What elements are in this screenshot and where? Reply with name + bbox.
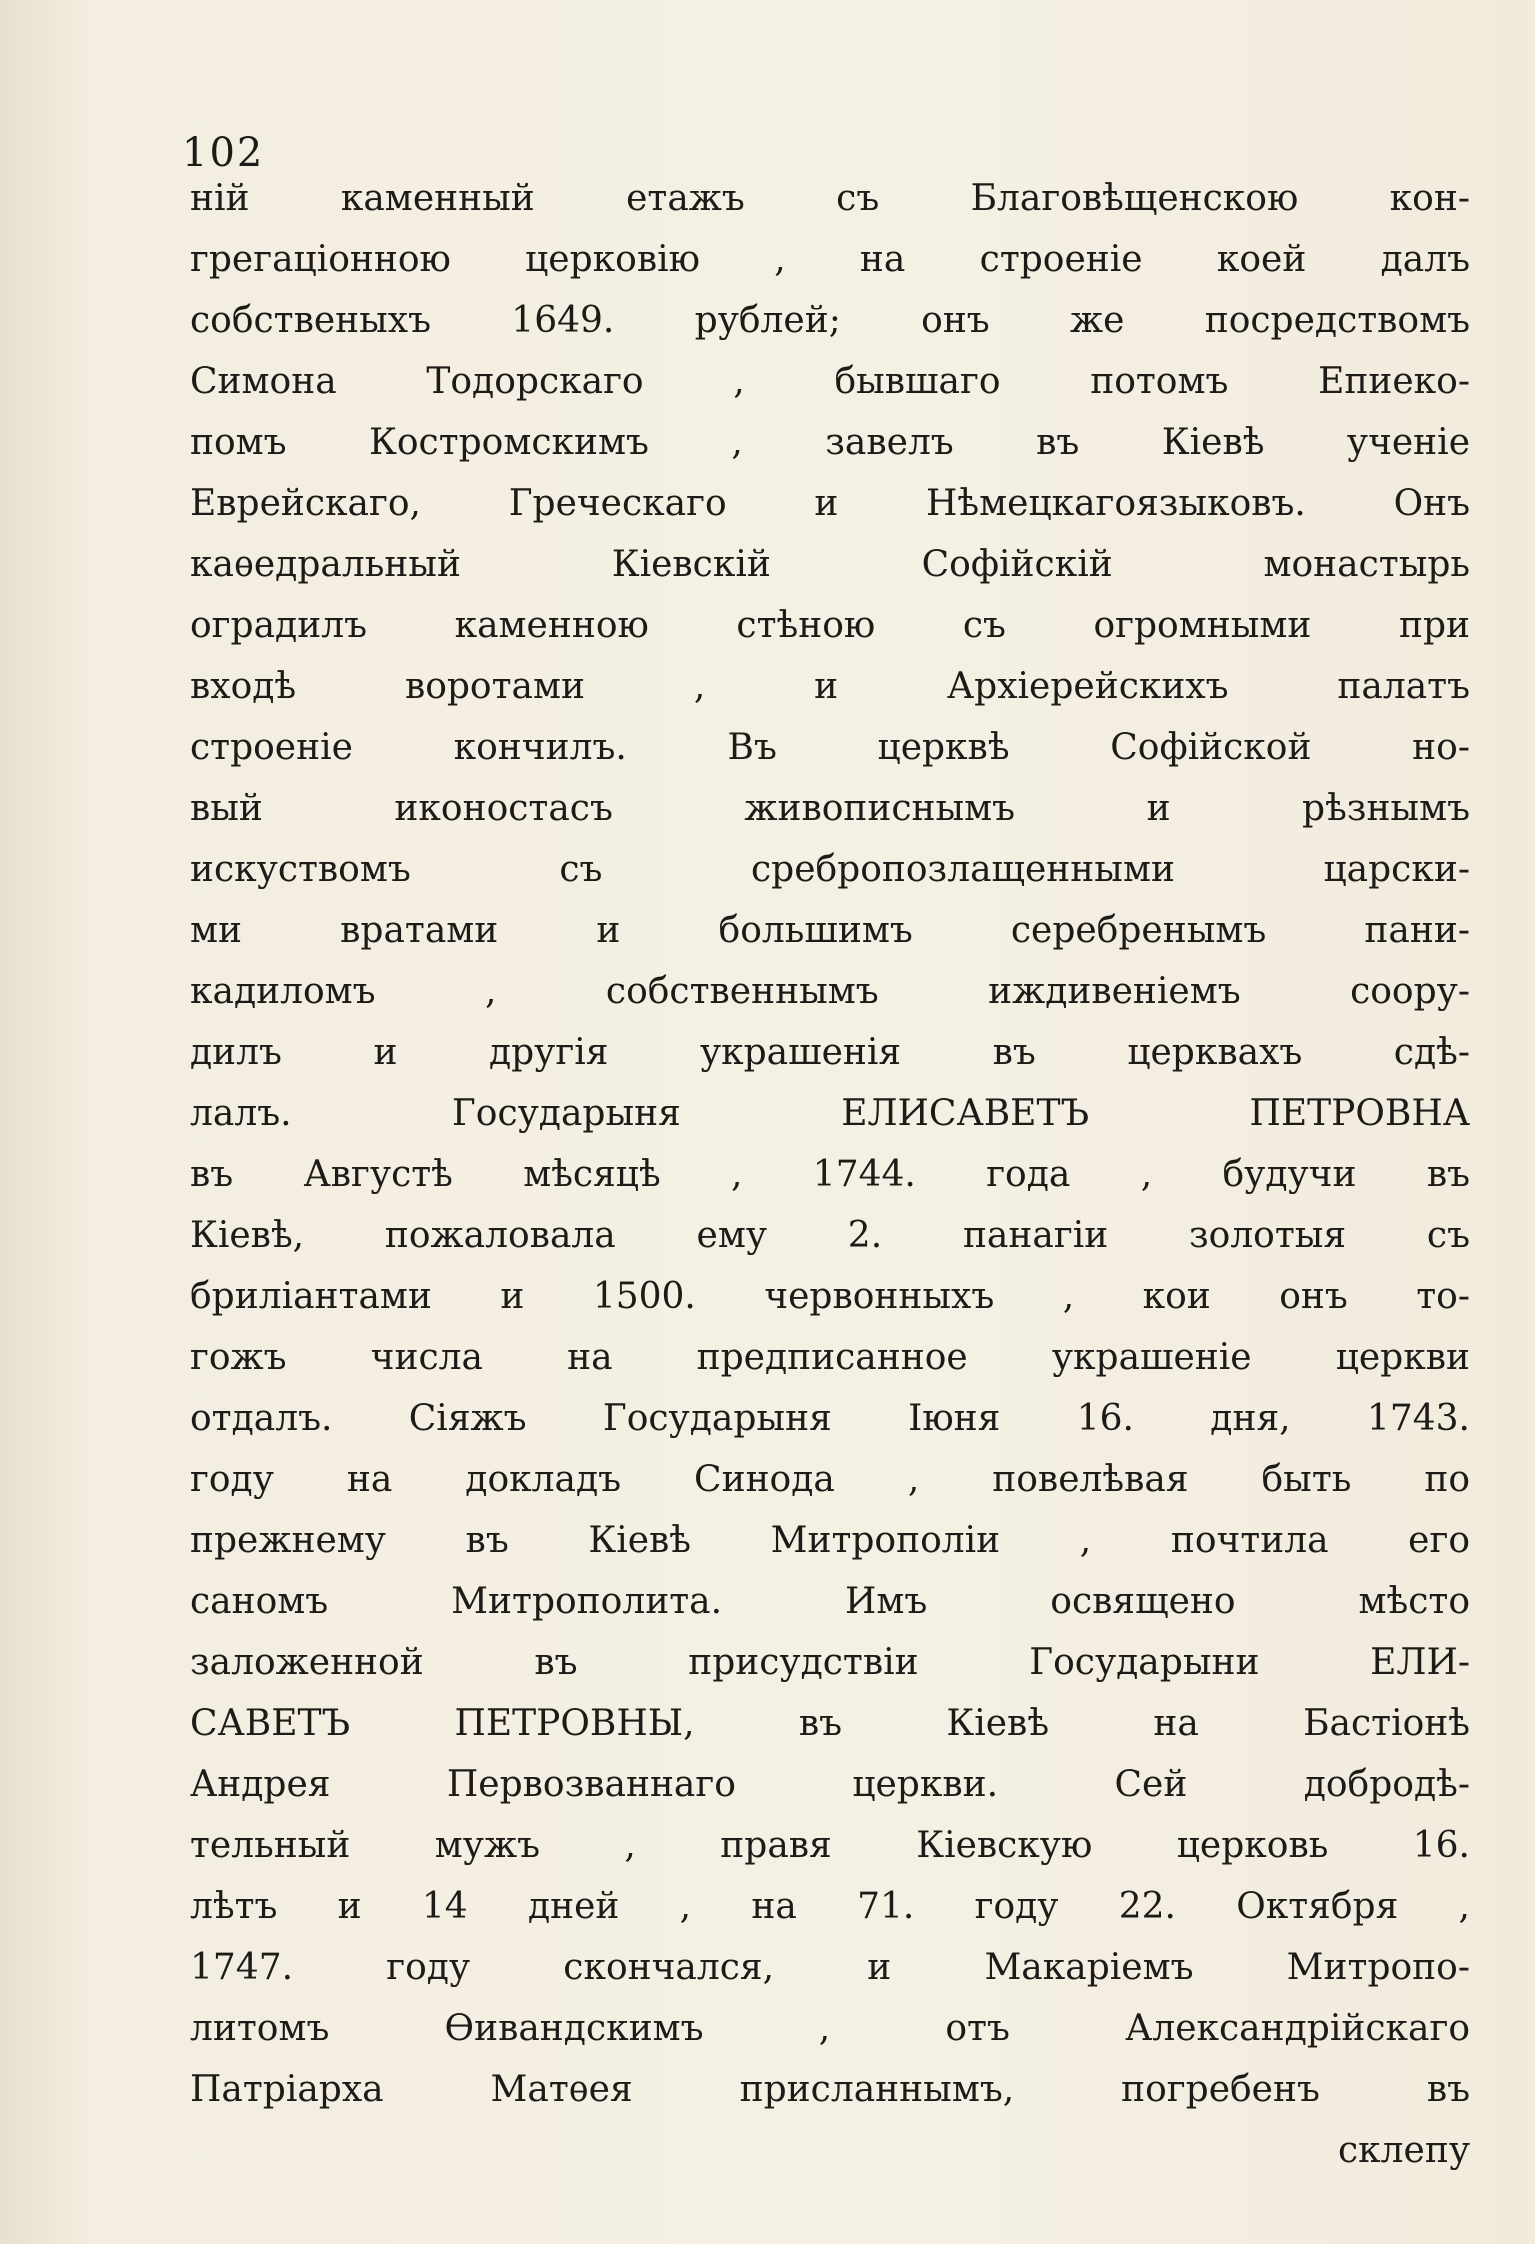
text-line: ми вратами и большимъ серебренымъ пани- (190, 910, 1470, 951)
text-line: 1747. году скончался, и Макаріемъ Митропо- (190, 1947, 1470, 1988)
text-line: дилъ и другія украшенія въ церквахъ сдѣ- (190, 1032, 1470, 1073)
text-line: склепу (1337, 2130, 1470, 2171)
text-line: году на докладъ Синода , повелѣвая быть по (190, 1459, 1470, 1500)
text-line: въ Августѣ мѣсяцѣ , 1744. года , будучи въ (190, 1154, 1470, 1195)
text-line: строеніе кончилъ. Въ церквѣ Софійской но- (190, 727, 1470, 768)
text-line: вый иконостасъ живописнымъ и рѣзнымъ (190, 788, 1470, 829)
text-line: литомъ Ѳивандскимъ , отъ Александрійскаго (190, 2008, 1470, 2049)
text-line: ній каменный етажъ съ Благовѣщенскою кон- (190, 178, 1470, 219)
text-line: оградилъ каменною стѣною съ огромными при (190, 605, 1470, 646)
text-line: собственыхъ 1649. рублей; онъ же посредствомъ (190, 300, 1470, 341)
body-text (190, 168, 1470, 2181)
text-line: гожъ числа на предписанное украшеніе церкви (190, 1337, 1470, 1378)
text-line: лалъ. Государыня ЕЛИСАВЕТЪ ПЕТРОВНА (190, 1093, 1470, 1134)
text-line: Симона Тодорскаго , бывшаго потомъ Епиеко- (190, 361, 1470, 402)
text-line: Кіевѣ, пожаловала ему 2. панагіи золотыя съ (190, 1215, 1470, 1256)
text-line: искуствомъ съ сребропозлащенными царски- (190, 849, 1470, 890)
text-line: заложенной въ присудствіи Государыни ЕЛИ- (190, 1642, 1470, 1683)
text-line: САВЕТЪ ПЕТРОВНЫ, въ Кіевѣ на Бастіонѣ (190, 1703, 1470, 1744)
text-line: лѣтъ и 14 дней , на 71. году 22. Октября , (190, 1886, 1470, 1927)
text-line: входѣ воротами , и Архіерейскихъ палатъ (190, 666, 1470, 707)
text-line: помъ Костромскимъ , завелъ въ Кіевѣ ученіе (190, 422, 1470, 463)
text-line: отдалъ. Сіяжъ Государыня Іюня 16. дня, 1743. (190, 1398, 1470, 1439)
page-number: 102 (182, 130, 265, 176)
text-line: кадиломъ , собственнымъ иждивеніемъ соору- (190, 971, 1470, 1012)
text-line: Андрея Первозваннаго церкви. Сей добродѣ- (190, 1764, 1470, 1805)
text-line: тельный мужъ , правя Кіевскую церковь 16. (190, 1825, 1470, 1866)
text-line: грегаціонною церковію , на строеніе коей далъ (190, 239, 1470, 280)
text-line: бриліантами и 1500. червонныхъ , кои онъ то- (190, 1276, 1470, 1317)
text-line: каѳедральный Кіевскій Софійскій монастырь (190, 544, 1470, 585)
text-line: саномъ Митрополита. Имъ освящено мѣсто (190, 1581, 1470, 1622)
text-line: Патріарха Матѳея присланнымъ, погребенъ въ (190, 2069, 1470, 2110)
text-line: прежнему въ Кіевѣ Митрополіи , почтила его (190, 1520, 1470, 1561)
text-line: Еврейскаго, Греческаго и Нѣмецкагоязыковъ. Онъ (190, 483, 1470, 524)
